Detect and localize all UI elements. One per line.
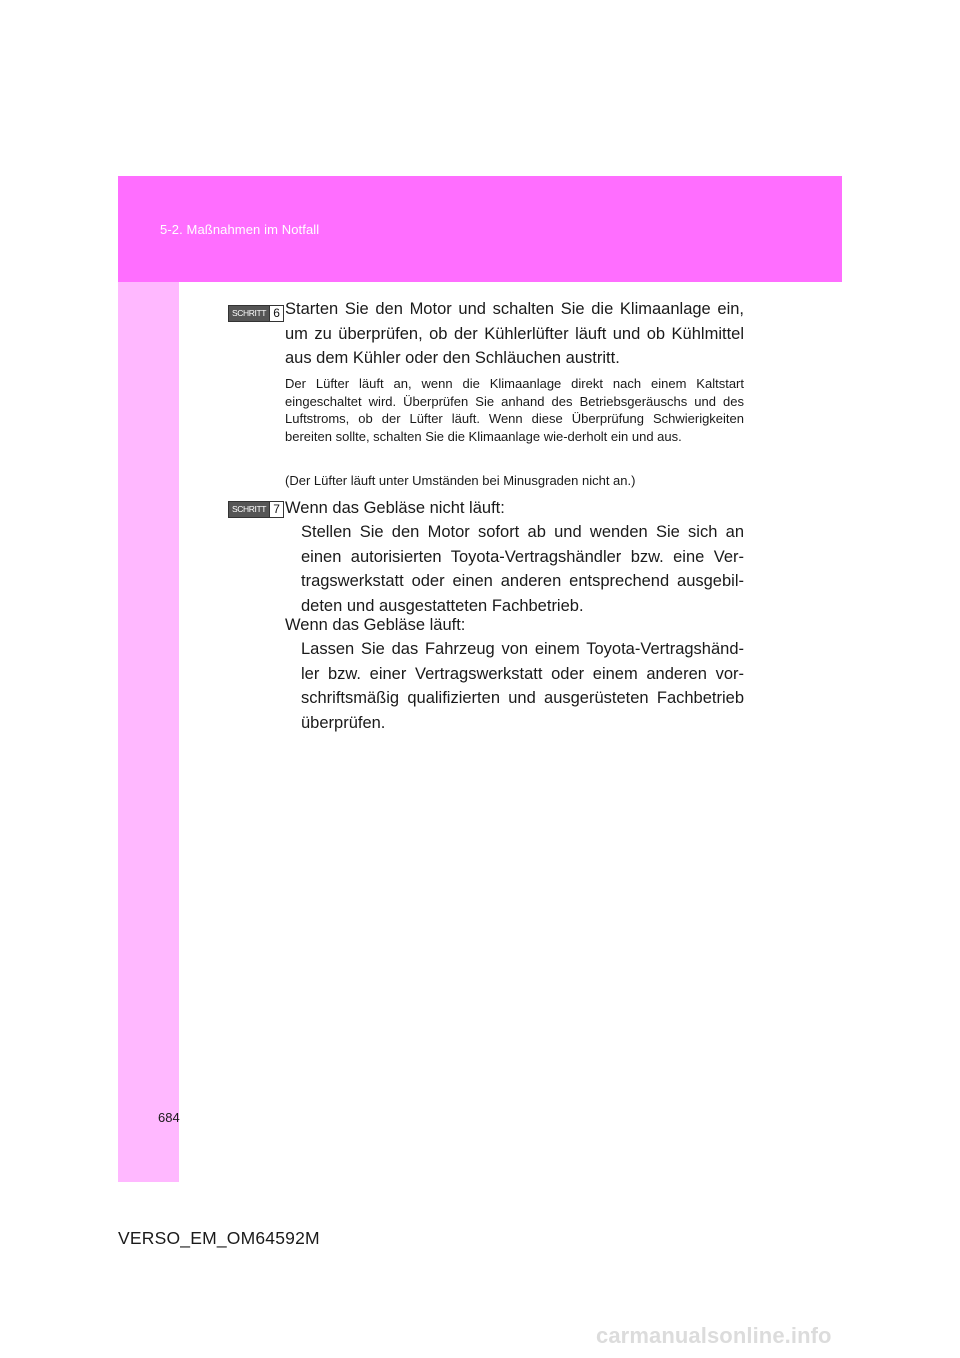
case-1-title: Wenn das Gebläse nicht läuft:	[285, 499, 505, 517]
document-code: VERSO_EM_OM64592M	[118, 1228, 320, 1248]
step-badge-word: SCHRITT	[229, 306, 269, 321]
step-6-note-2: (Der Lüfter läuft unter Umständen bei Minusgraden nicht an.)	[285, 473, 636, 488]
step-badge-6	[228, 305, 284, 322]
page-number: 684	[158, 1110, 180, 1125]
case-1-text: Stellen Sie den Motor sofort ab und wenden Sie sich an einen autorisierten Toyota-Vertragshändler bzw. eine Ver-tragswerkstatt oder einen anderen entsprechend ausgebil-deten und ausgestatteten Fachbetrieb.	[301, 523, 744, 615]
step-badge-number: 6	[269, 306, 283, 321]
section-label: 5-2. Maßnahmen im Notfall	[160, 222, 320, 237]
step-badge-word: SCHRITT	[229, 502, 269, 517]
case-2-title: Wenn das Gebläse läuft:	[285, 616, 466, 634]
side-strip	[118, 282, 179, 1182]
step-badge-number: 7	[269, 502, 283, 517]
step-6-note: Der Lüfter läuft an, wenn die Klimaanlage direkt nach einem Kaltstart eingeschaltet wird. Überprüfen Sie anhand des Betriebsgeräuschs und des Luftstroms, ob der Lüfter läuft. Wenn diese Überprüfung Schwierigkeiten bereiten sollte, schalten Sie die Klimaanlage wie-derholt ein und aus.	[285, 376, 744, 444]
step-badge-7	[228, 501, 284, 518]
case-2-text: Lassen Sie das Fahrzeug von einem Toyota-Vertragshänd-ler bzw. einer Vertragswerkstatt oder einem anderen vor-schriftsmäßig qualifizierten und ausgerüsteten Fachbetrieb überprüfen.	[301, 640, 744, 732]
step-6-text: Starten Sie den Motor und schalten Sie die Klimaanlage ein, um zu überprüfen, ob der Kühlerlüfter läuft und ob Kühlmittel aus dem Kühler oder den Schläuchen austritt.	[285, 300, 744, 367]
watermark: carmanualsonline.info	[596, 1323, 832, 1348]
